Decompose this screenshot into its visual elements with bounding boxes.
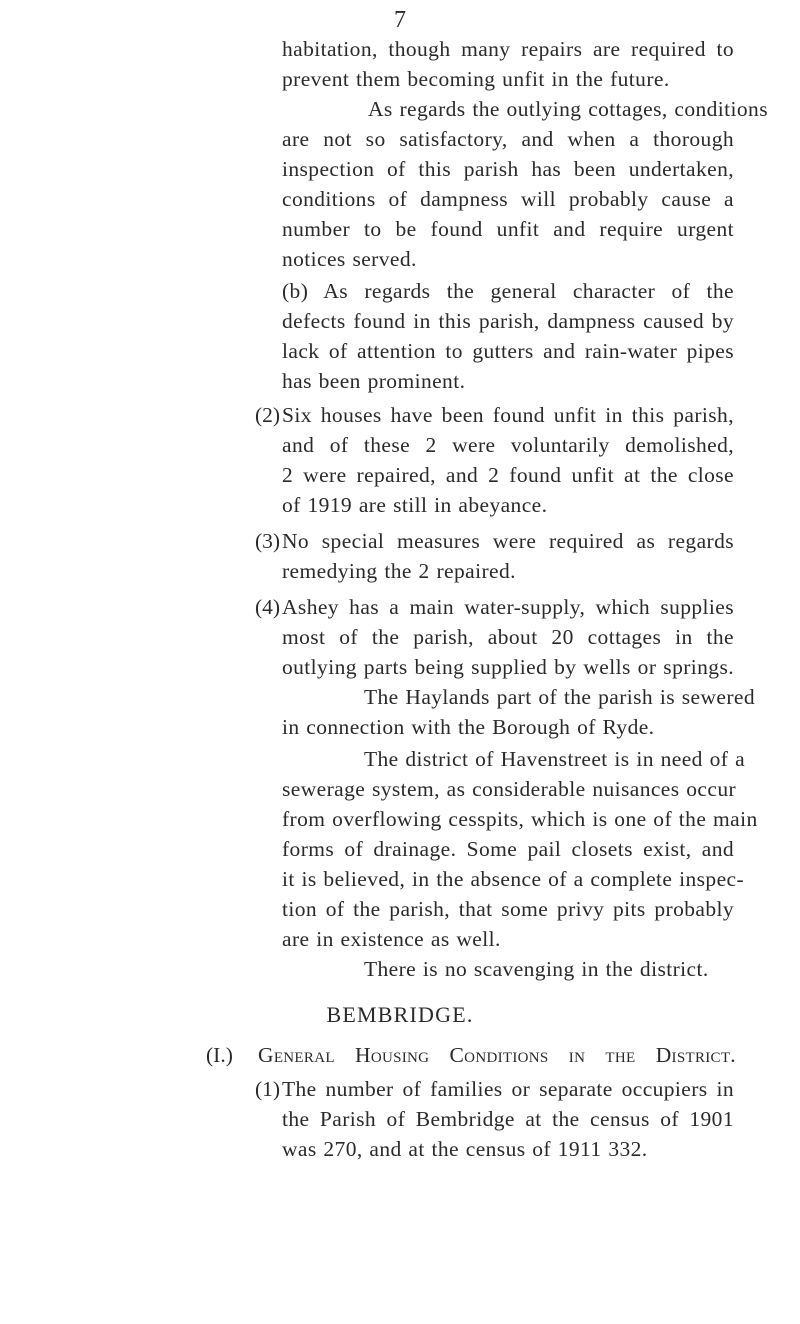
text-line: As regards the outlying cottages, conditions <box>368 97 768 121</box>
item-marker: (1) <box>255 1077 281 1101</box>
section-marker: (3) <box>255 529 281 553</box>
text-line: notices served. <box>282 247 417 271</box>
text-line: lack of attention to gutters and rain-water pipes <box>282 339 734 363</box>
text-line: Six houses have been found unfit in this parish, <box>282 403 734 427</box>
text-line: The number of families or separate occupiers in <box>282 1077 734 1101</box>
text-line: and of these 2 were voluntarily demolished, <box>282 433 734 457</box>
text-line: No special measures were required as regards <box>282 529 734 553</box>
page-number: 7 <box>394 7 406 33</box>
section-heading: BEMBRIDGE. <box>326 1002 474 1027</box>
text-line: There is no scavenging in the district. <box>364 957 709 981</box>
text-line: habitation, though many repairs are required to <box>282 37 734 61</box>
subheading: General Housing Conditions in the District. <box>258 1043 736 1067</box>
text-line: it is believed, in the absence of a complete inspec- <box>282 867 745 891</box>
text-line: the Parish of Bembridge at the census of 1901 <box>282 1107 734 1131</box>
text-line: from overflowing cesspits, which is one of the main <box>282 807 758 831</box>
text-line: The district of Havenstreet is in need of a <box>364 747 746 771</box>
text-line: are in existence as well. <box>282 927 501 951</box>
text-line: number to be found unfit and require urgent <box>282 217 734 241</box>
text-line: sewerage system, as considerable nuisances occur <box>282 777 737 801</box>
text-line: conditions of dampness will probably cause a <box>282 187 734 211</box>
section-marker: (4) <box>255 595 281 619</box>
text-line: The Haylands part of the parish is sewered <box>364 685 755 709</box>
text-line: (b) As regards the general character of the <box>282 279 734 303</box>
text-line: has been prominent. <box>282 369 466 393</box>
roman-marker: (I.) <box>206 1043 233 1067</box>
text-line: prevent them becoming unfit in the future. <box>282 67 670 91</box>
text-line: most of the parish, about 20 cottages in the <box>282 625 734 649</box>
text-line: forms of drainage. Some pail closets exist, and <box>282 837 734 861</box>
text-line: remedying the 2 repaired. <box>282 559 516 583</box>
text-line: in connection with the Borough of Ryde. <box>282 715 655 739</box>
text-line: 2 were repaired, and 2 found unfit at the close <box>282 463 734 487</box>
text-line: defects found in this parish, dampness caused by <box>282 309 734 333</box>
text-line: was 270, and at the census of 1911 332. <box>282 1137 648 1161</box>
section-marker: (2) <box>255 403 281 427</box>
text-line: of 1919 are still in abeyance. <box>282 493 548 517</box>
text-line: tion of the parish, that some privy pits probably <box>282 897 734 921</box>
text-line: outlying parts being supplied by wells or springs. <box>282 655 734 679</box>
text-line: Ashey has a main water-supply, which supplies <box>282 595 734 619</box>
text-line: are not so satisfactory, and when a thorough <box>282 127 734 151</box>
text-line: inspection of this parish has been undertaken, <box>282 157 734 181</box>
